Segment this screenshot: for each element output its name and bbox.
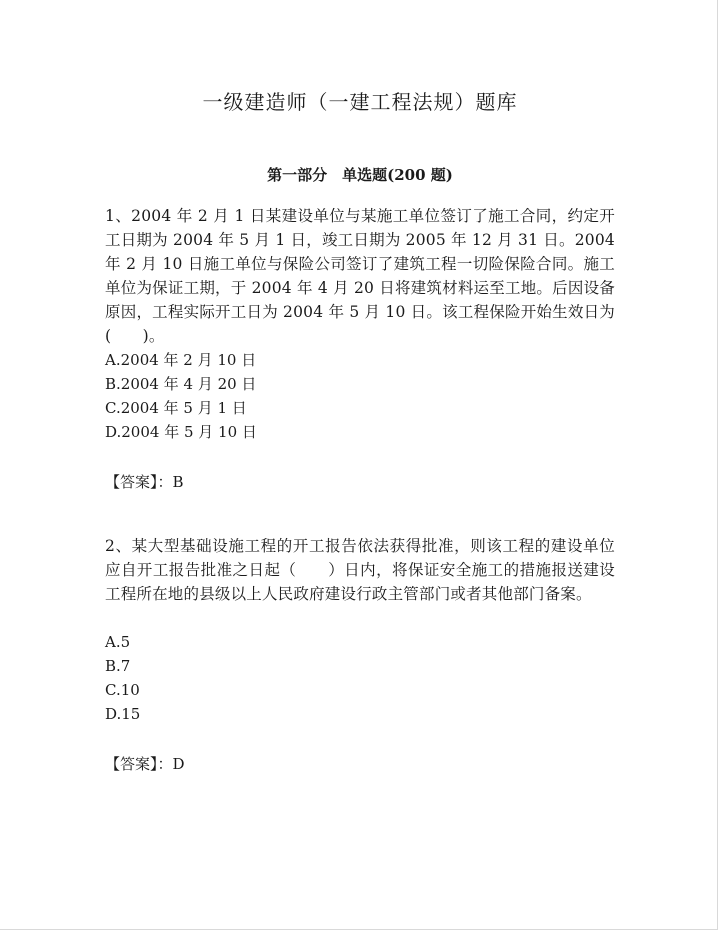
question-2-option-c: C.10 [105, 681, 140, 699]
question-2-option-b: B.7 [105, 657, 131, 675]
section-title: 第一部分 单选题(200 题) [267, 166, 453, 184]
question-2-text: 2、某大型基础设施工程的开工报告依法获得批准，则该工程的建设单位应自开工报告批准之日起（ ）日内，将保证安全施工的措施报送建设工程所在地的县级以上人民政府建设行政主管部门或者其他部门备案。 [105, 537, 615, 603]
question-2-option-a: A.5 [105, 633, 131, 651]
question-1-option-a: A.2004 年 2 月 10 日 [105, 351, 257, 369]
question-1-option-c: C.2004 年 5 月 1 日 [105, 399, 247, 417]
document-title: 一级建造师（一建工程法规）题库 [202, 90, 518, 114]
question-1-answer: 【答案】：B [105, 473, 184, 491]
question-1-text: 1、2004 年 2 月 1 日某建设单位与某施工单位签订了施工合同，约定开工日期为 2004 年 5 月 1 日，竣工日期为 2005 年 12 月 31 日。2004 年 2 月 10 日施工单位与保险公司签订了建筑工程一切险保险合同。施工单位为保证工期，于 2004 年 4 月 20 日将建筑材料运至工地。后因设备原因，工程实际开工日为 2004 年 5 月 10 日。该工程保险开始生效日为( )。 [105, 207, 615, 345]
question-2-answer: 【答案】：D [105, 755, 185, 773]
question-1-option-b: B.2004 年 4 月 20 日 [105, 375, 257, 393]
question-2-option-d: D.15 [105, 705, 141, 723]
question-1-option-d: D.2004 年 5 月 10 日 [105, 423, 257, 441]
